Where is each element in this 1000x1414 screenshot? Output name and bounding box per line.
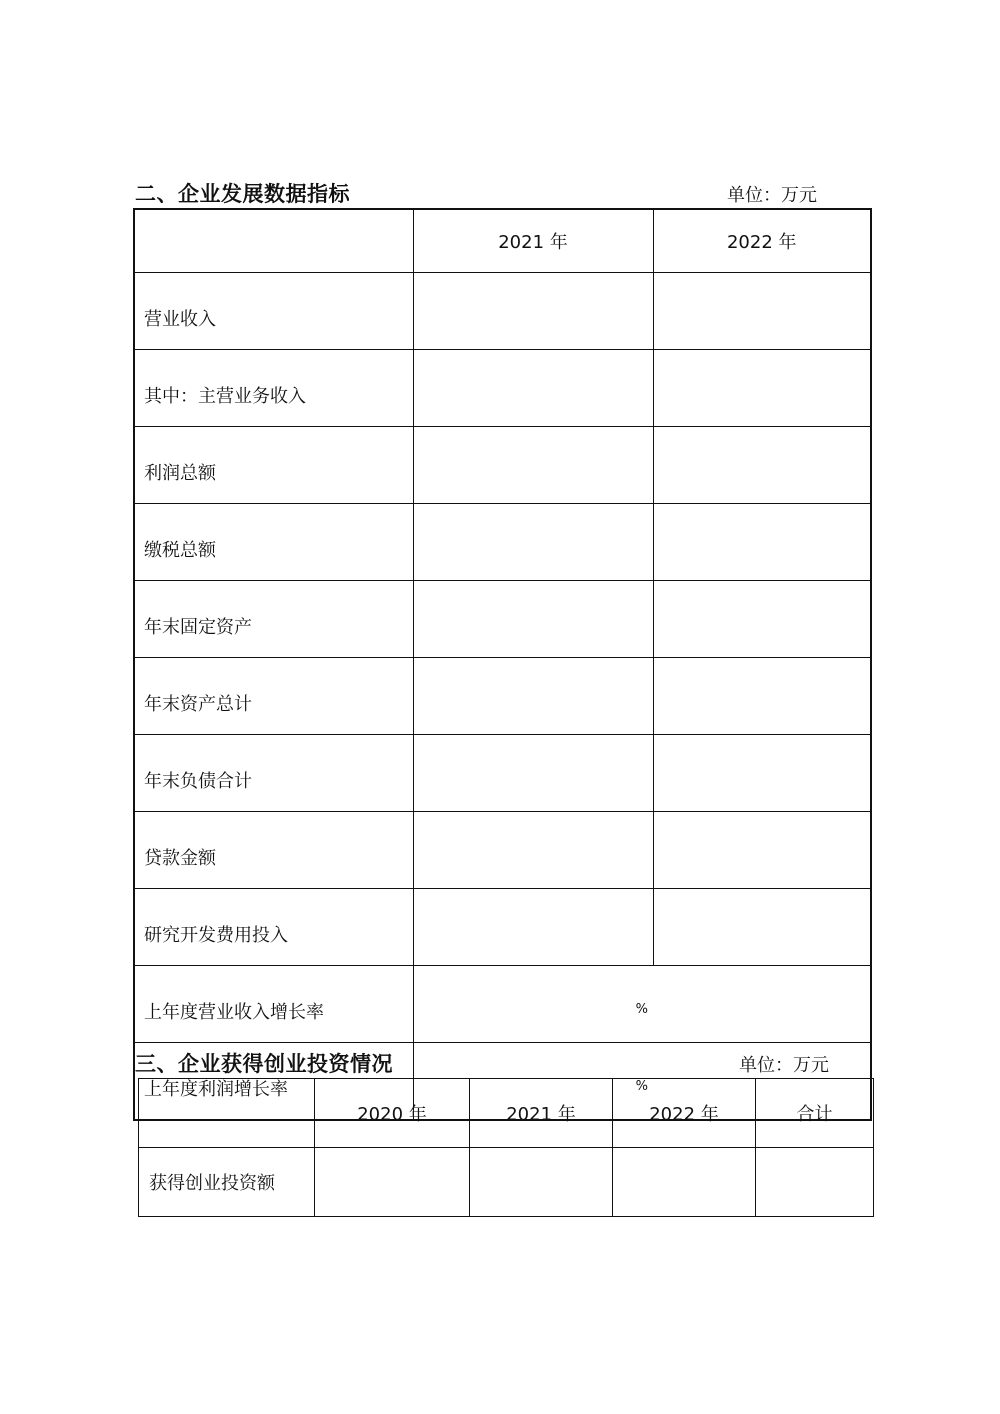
row-label-main-revenue: 其中：主营业务收入 xyxy=(134,350,413,427)
input-cell-2022[interactable] xyxy=(653,504,871,581)
input-cell-2021[interactable] xyxy=(413,273,653,350)
header-cell-2021: 2021 年 xyxy=(413,209,653,273)
section-title-development-data: 二、企业发展数据指标 xyxy=(135,182,350,206)
input-cell-2021[interactable] xyxy=(413,889,653,966)
venture-investment-table xyxy=(138,1078,874,1217)
header-cell-2022: 2022 年 xyxy=(613,1079,756,1148)
input-cell-2022[interactable] xyxy=(653,273,871,350)
input-cell-2021[interactable] xyxy=(413,350,653,427)
table-row xyxy=(134,273,871,350)
header-cell-2022: 2022 年 xyxy=(653,209,871,273)
row-label-profit-growth: 上年度利润增长率 xyxy=(134,1043,413,1121)
input-cell-2021[interactable] xyxy=(413,427,653,504)
row-label-revenue-growth: 上年度营业收入增长率 xyxy=(134,966,413,1043)
header-cell-blank xyxy=(134,209,413,273)
header-cell-total: 合计 xyxy=(756,1079,874,1148)
row-label-total-liabilities: 年末负债合计 xyxy=(134,735,413,812)
row-label-loan-amount: 贷款金额 xyxy=(134,812,413,889)
row-label-venture-investment: 获得创业投资额 xyxy=(139,1148,315,1217)
input-cell-2021[interactable] xyxy=(413,812,653,889)
input-cell-2022[interactable] xyxy=(653,581,871,658)
profit-growth-value-cell[interactable]: % xyxy=(413,1043,871,1121)
input-cell-2022[interactable] xyxy=(653,427,871,504)
revenue-growth-value-cell[interactable]: % xyxy=(413,966,871,1043)
input-cell-2022[interactable] xyxy=(653,658,871,735)
input-cell-total[interactable] xyxy=(756,1148,874,1217)
table-header-row xyxy=(134,209,871,273)
unit-label-1: 单位：万元 xyxy=(727,185,817,206)
table-row xyxy=(134,504,871,581)
table-row xyxy=(134,658,871,735)
development-data-table xyxy=(133,208,872,1121)
input-cell-2021[interactable] xyxy=(470,1148,613,1217)
table-row xyxy=(134,735,871,812)
input-cell-2022[interactable] xyxy=(613,1148,756,1217)
header-cell-2021: 2021 年 xyxy=(470,1079,613,1148)
table-row xyxy=(139,1148,874,1217)
row-label-total-tax: 缴税总额 xyxy=(134,504,413,581)
header-cell-2020: 2020 年 xyxy=(315,1079,470,1148)
input-cell-2021[interactable] xyxy=(413,658,653,735)
header-cell-blank xyxy=(139,1079,315,1148)
input-cell-2022[interactable] xyxy=(653,735,871,812)
table-row xyxy=(134,350,871,427)
table-row xyxy=(134,812,871,889)
row-label-total-profit: 利润总额 xyxy=(134,427,413,504)
input-cell-2021[interactable] xyxy=(413,735,653,812)
row-label-revenue: 营业收入 xyxy=(134,273,413,350)
table-row xyxy=(134,427,871,504)
input-cell-2022[interactable] xyxy=(653,812,871,889)
table-row xyxy=(134,889,871,966)
input-cell-2021[interactable] xyxy=(413,504,653,581)
table-row xyxy=(134,581,871,658)
input-cell-2021[interactable] xyxy=(413,581,653,658)
table-header-row xyxy=(139,1079,874,1148)
input-cell-2020[interactable] xyxy=(315,1148,470,1217)
row-label-rd-investment: 研究开发费用投入 xyxy=(134,889,413,966)
row-label-fixed-assets: 年末固定资产 xyxy=(134,581,413,658)
input-cell-2022[interactable] xyxy=(653,889,871,966)
unit-label-2: 单位：万元 xyxy=(739,1055,829,1076)
section-title-venture-investment: 三、企业获得创业投资情况 xyxy=(135,1052,393,1076)
row-label-total-assets: 年末资产总计 xyxy=(134,658,413,735)
input-cell-2022[interactable] xyxy=(653,350,871,427)
table-row xyxy=(134,966,871,1043)
